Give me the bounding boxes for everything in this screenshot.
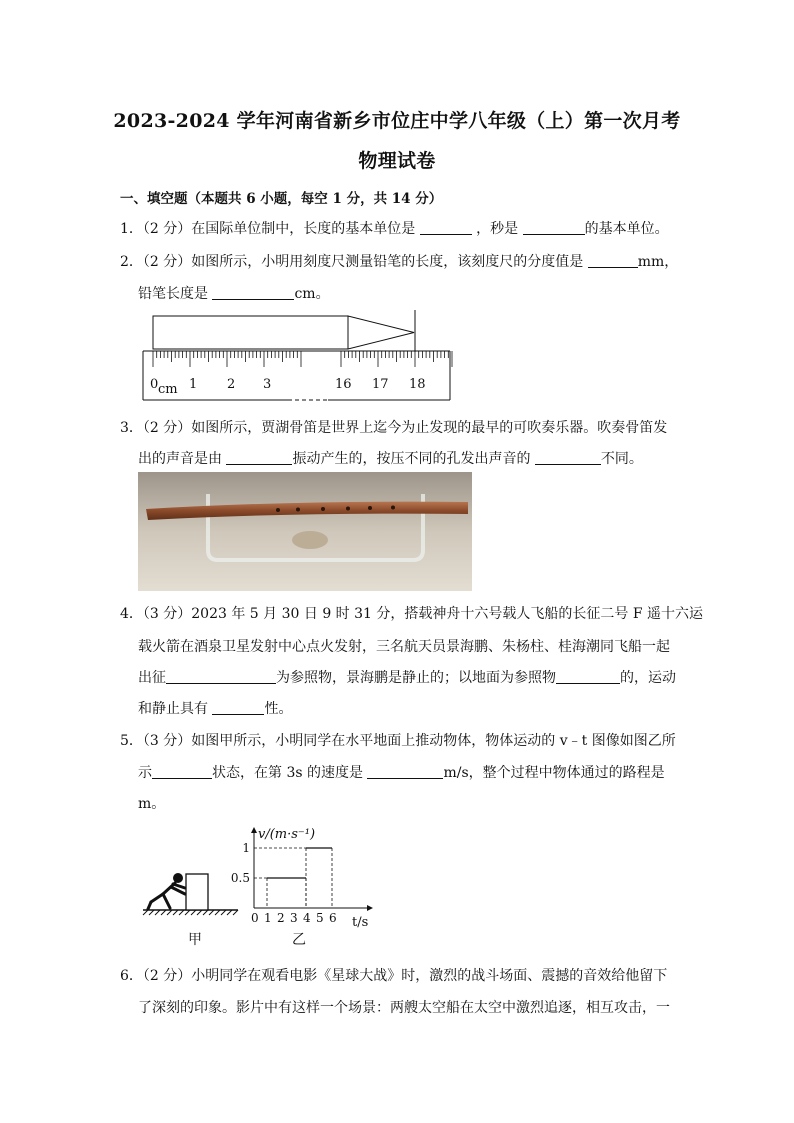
question-5-line3: m。 xyxy=(138,796,166,812)
ruler-label-3: 3 xyxy=(263,377,272,392)
q1-text-mid: ，秒是 xyxy=(476,221,519,237)
q1-blank-1[interactable] xyxy=(420,220,472,235)
ruler-label-18: 18 xyxy=(409,377,426,392)
q3-text-pre: 出的声音是由 xyxy=(138,451,222,467)
stick-person xyxy=(148,873,185,909)
ruler-label-2: 2 xyxy=(227,377,236,392)
x-tick-label: 2 xyxy=(277,911,285,925)
pencil xyxy=(153,310,415,352)
ruler xyxy=(143,351,452,400)
q4-blank-2[interactable] xyxy=(556,669,620,684)
x-tick-labels xyxy=(251,911,337,925)
q5-text-pre: 示 xyxy=(138,765,152,781)
q2-blank-1[interactable] xyxy=(588,253,638,268)
question-4-line4 xyxy=(138,698,292,718)
q4-blank-1[interactable] xyxy=(166,669,276,684)
ruler-pencil-figure xyxy=(138,308,458,406)
question-5-line1: 5．（3 分）如图甲所示，小明同学在水平地面上推动物体，物体运动的 v﹣t 图像如图乙所 xyxy=(120,733,676,749)
q2-text-unit-mm: mm， xyxy=(637,254,679,270)
q3-blank-1[interactable] xyxy=(226,450,292,465)
ruler-label-0: 0 xyxy=(150,377,159,392)
q1-blank-2[interactable] xyxy=(523,220,585,235)
ruler-label-16: 16 xyxy=(335,377,352,392)
q2-text-unit-cm: cm。 xyxy=(294,286,330,302)
question-3-line1: 3．（2 分）如图所示，贾湖骨笛是世界上迄今为止发现的最早的可吹奏乐器。吹奏骨笛发 xyxy=(120,420,668,436)
y-tick-label: 0.5 xyxy=(230,871,250,885)
exam-title-line1: 2023-2024 学年河南省新乡市位庄中学八年级（上）第一次月考 xyxy=(113,110,681,132)
q3-text-mid: 振动产生的，按压不同的孔发出声音的 xyxy=(292,451,531,467)
vt-chart xyxy=(230,820,380,950)
ruler-label-1: 1 xyxy=(189,377,198,392)
y-tick-label: 1 xyxy=(242,841,250,855)
x-tick-label: 3 xyxy=(290,911,298,925)
pushing-box-figure xyxy=(138,860,243,950)
x-tick-label: 6 xyxy=(329,911,337,925)
q5-text-post: m/s，整个过程中物体通过的路程是 xyxy=(443,765,665,781)
figure-label-yi: 乙 xyxy=(292,932,306,948)
exam-title-line2: 物理试卷 xyxy=(358,150,436,172)
q5-blank-1[interactable] xyxy=(152,764,212,779)
q2-blank-2[interactable] xyxy=(212,285,294,300)
q2-text-length: 铅笔长度是 xyxy=(138,286,208,302)
x-tick-label: 0 xyxy=(251,911,259,925)
question-4-line2: 载火箭在酒泉卫星发射中心点火发射，三名航天员景海鹏、朱杨柱、桂海潮同飞船一起 xyxy=(138,639,670,655)
question-4-line1: 4．（3 分）2023 年 5 月 30 日 9 时 31 分，搭载神舟十六号载人飞船的长征二号 F 遥十六运 xyxy=(120,606,704,622)
question-4-line3 xyxy=(138,667,676,687)
section-heading-fill-blank: 一、填空题（本题共 6 小题，每空 1 分，共 14 分） xyxy=(120,191,443,207)
x-tick-label: 1 xyxy=(264,911,272,925)
question-5-line2 xyxy=(138,762,665,782)
question-2-line1 xyxy=(120,251,678,271)
ruler-unit-label: cm xyxy=(158,382,178,397)
q4-text-pre: 出征 xyxy=(138,670,166,686)
q1-text-post: 的基本单位。 xyxy=(584,221,669,237)
x-axis-label: t/s xyxy=(352,915,369,930)
q2-text-pre: 2．（2 分）如图所示，小明用刻度尺测量铅笔的长度，该刻度尺的分度值是 xyxy=(120,254,584,270)
question-1 xyxy=(120,218,669,238)
q4-blank-3[interactable] xyxy=(212,700,264,715)
x-tick-label: 4 xyxy=(303,911,311,925)
question-6-line2: 了深刻的印象。影片中有这样一个场景：两艘太空船在太空中激烈追逐，相互攻击，一 xyxy=(138,1000,670,1016)
q4-text-post: 的，运动 xyxy=(620,670,676,686)
q3-blank-2[interactable] xyxy=(535,450,601,465)
question-6-line1: 6．（2 分）小明同学在观看电影《星球大战》时，激烈的战斗场面、震撼的音效给他留下 xyxy=(120,968,668,984)
q4-text-relative: 和静止具有 xyxy=(138,701,208,717)
q5-text-mid: 状态，在第 3s 的速度是 xyxy=(212,765,363,781)
bone-flute-photo xyxy=(138,472,472,591)
series-lines xyxy=(267,848,332,878)
q4-text-end: 性。 xyxy=(264,701,293,717)
question-3-line2 xyxy=(138,448,643,468)
q1-text-pre: 1．（2 分）在国际单位制中，长度的基本单位是 xyxy=(120,221,416,237)
ruler-label-17: 17 xyxy=(372,377,389,392)
y-axis-label: v/(m·s⁻¹) xyxy=(258,827,316,842)
q4-text-mid: 为参照物，景海鹏是静止的；以地面为参照物 xyxy=(276,670,556,686)
x-tick-label: 5 xyxy=(316,911,324,925)
figure-label-jia: 甲 xyxy=(188,932,202,948)
ruler-ticks xyxy=(153,351,452,367)
q5-blank-2[interactable] xyxy=(367,764,443,779)
q3-text-post: 不同。 xyxy=(600,451,643,467)
box xyxy=(186,874,208,910)
question-2-line2 xyxy=(138,283,330,303)
